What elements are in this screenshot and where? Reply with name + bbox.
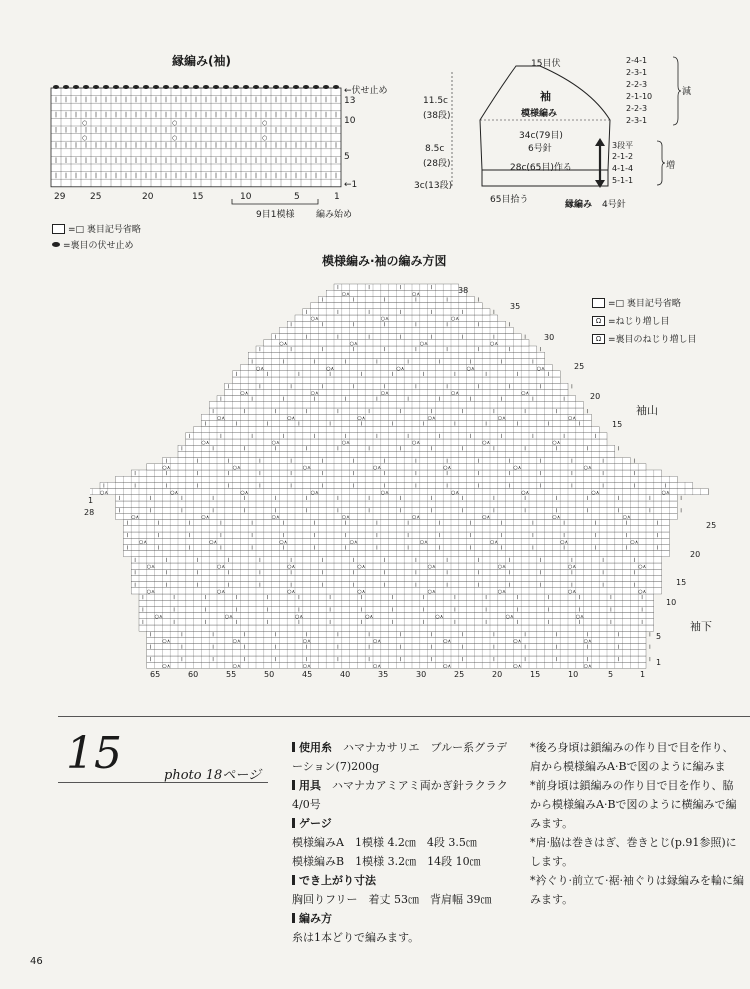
svg-text:○⋏: ○⋏ [419, 539, 428, 546]
svg-text:○⋏: ○⋏ [310, 316, 319, 323]
svg-text:○⋏: ○⋏ [536, 365, 545, 372]
main-stitch-60: 60 [188, 670, 199, 679]
dec-label: 減 [682, 87, 692, 97]
svg-text:○⋏: ○⋏ [568, 415, 577, 422]
main-stitch-40: 40 [340, 670, 351, 679]
edge-chart-title: 縁編み(袖) [172, 54, 231, 68]
pattern-number-underline [58, 782, 268, 783]
main-stitch-20: 20 [492, 670, 503, 679]
edge-stitch-15: 15 [192, 192, 204, 202]
svg-text:○⋏: ○⋏ [365, 613, 374, 620]
note-2: *前身頃は鎖編みの作り目で目を作り、脇から模様編みA·Bで図のように横編みで編みます。 [530, 779, 737, 830]
main-row-25-right: 25 [706, 521, 717, 530]
svg-text:○⋏: ○⋏ [154, 613, 163, 620]
main-stitch-1: 1 [640, 670, 646, 679]
svg-text:○⋏: ○⋏ [552, 514, 561, 521]
svg-text:○⋏: ○⋏ [139, 539, 148, 546]
sleeve-rows-cap: (38段) [423, 111, 451, 121]
svg-text:○⋏: ○⋏ [583, 663, 592, 670]
sleeve-height-cap: 11.5c [423, 96, 448, 106]
svg-text:○: ○ [262, 134, 268, 142]
note-4: *衿ぐり·前立て·裾·袖ぐりは縁編みを輪に編みます。 [530, 874, 744, 906]
svg-text:○⋏: ○⋏ [287, 589, 296, 595]
svg-text:○⋏: ○⋏ [232, 638, 241, 645]
svg-text:○⋏: ○⋏ [373, 638, 382, 645]
gauge-b: 模様編みB 1模様 3.2㎝ 14段 10㎝ [292, 855, 481, 868]
main-row-1-right: 1 [656, 658, 662, 667]
svg-text:○: ○ [82, 134, 88, 142]
svg-text:○⋏: ○⋏ [279, 539, 288, 546]
svg-text:○⋏: ○⋏ [380, 489, 389, 496]
main-legend-item-1 [592, 296, 681, 309]
svg-text:○⋏: ○⋏ [310, 489, 319, 496]
main-stitch-35: 35 [378, 670, 389, 679]
svg-text:○⋏: ○⋏ [256, 365, 265, 372]
svg-text:○⋏: ○⋏ [100, 489, 109, 496]
svg-text:○⋏: ○⋏ [497, 564, 506, 571]
main-row-1-left: 1 [88, 496, 94, 505]
main-legend-item-3 [592, 332, 697, 345]
edge-row-13: 13 [344, 96, 356, 106]
main-row-35: 35 [510, 302, 521, 311]
edge-stitch-20: 20 [142, 192, 154, 202]
edge-legend-text-2: =裏目の伏せ止め [63, 241, 134, 251]
svg-text:○⋏: ○⋏ [287, 415, 296, 422]
notes [530, 738, 744, 909]
svg-text:○⋏: ○⋏ [412, 514, 421, 521]
sleeve-cuff-label: 縁編み [565, 200, 593, 210]
edge-bottom-arrow: ←1 [344, 180, 358, 190]
svg-text:○⋏: ○⋏ [217, 415, 226, 422]
svg-text:○⋏: ○⋏ [271, 440, 280, 447]
svg-text:○⋏: ○⋏ [162, 663, 171, 670]
sleeve-height-body: 8.5c [425, 144, 445, 154]
svg-text:○⋏: ○⋏ [638, 589, 647, 595]
svg-text:○⋏: ○⋏ [412, 291, 421, 298]
method-head: 編み方 [292, 909, 518, 928]
svg-text:○⋏: ○⋏ [490, 341, 499, 347]
sleeve-pick-up: 65目拾う [490, 195, 529, 205]
svg-text:○⋏: ○⋏ [217, 589, 226, 595]
svg-text:○⋏: ○⋏ [380, 390, 389, 397]
edge-stitch-10: 10 [240, 192, 252, 202]
main-stitch-10: 10 [568, 670, 579, 679]
svg-text:○⋏: ○⋏ [466, 365, 475, 372]
svg-text:○⋏: ○⋏ [427, 415, 436, 422]
main-row-10-right: 10 [666, 598, 677, 607]
inc-row-1: 3段平 [612, 141, 634, 150]
svg-text:○⋏: ○⋏ [638, 564, 647, 571]
svg-text:○⋏: ○⋏ [451, 489, 460, 496]
svg-text:○⋏: ○⋏ [146, 589, 155, 595]
main-row-20: 20 [590, 392, 601, 401]
yarn-text: ハマナカサリエ ブルー系グラデーション(7)200g [292, 741, 508, 773]
photo-reference: photo 18ページ [164, 768, 261, 783]
svg-text:○⋏: ○⋏ [373, 465, 382, 471]
edge-row-10: 10 [344, 116, 356, 126]
yarn-head: 使用糸 [292, 741, 332, 754]
purl-bind-off-icon [52, 242, 60, 247]
svg-text:○⋏: ○⋏ [232, 663, 241, 670]
main-stitch-25: 25 [454, 670, 465, 679]
sleeve-cap-label: 袖山 [636, 404, 658, 417]
gauge-a: 模様編みA 1模様 4.2㎝ 4段 3.5㎝ [292, 836, 477, 849]
edge-legend-item-1 [52, 222, 141, 235]
svg-text:○⋏: ○⋏ [482, 514, 491, 521]
svg-text:○⋏: ○⋏ [201, 514, 210, 521]
svg-text:○⋏: ○⋏ [341, 440, 350, 447]
svg-text:○⋏: ○⋏ [131, 514, 140, 521]
main-row-28: 28 [84, 508, 95, 517]
svg-text:○⋏: ○⋏ [357, 589, 366, 595]
svg-text:○⋏: ○⋏ [427, 589, 436, 595]
main-row-5-right: 5 [656, 632, 662, 641]
svg-text:○: ○ [82, 119, 88, 127]
edge-legend-item-2 [52, 238, 134, 251]
svg-text:○⋏: ○⋏ [302, 638, 311, 645]
main-row-38: 38 [458, 286, 469, 295]
svg-text:○⋏: ○⋏ [443, 663, 452, 670]
edge-repeat-label: 9目1模様 [256, 210, 295, 220]
dec-row-5: 2-2-3 [626, 104, 648, 113]
edge-stitch-29: 29 [54, 192, 66, 202]
svg-text:○⋏: ○⋏ [513, 465, 522, 471]
edge-row-5: 5 [344, 152, 350, 162]
edge-stitch-25: 25 [90, 192, 102, 202]
edge-stitch-1: 1 [334, 192, 340, 202]
svg-text:○⋏: ○⋏ [341, 291, 350, 298]
sleeve-width-main: 34c(79目) [519, 131, 563, 141]
main-stitch-50: 50 [264, 670, 275, 679]
svg-text:○⋏: ○⋏ [505, 613, 514, 620]
svg-text:○⋏: ○⋏ [279, 341, 288, 347]
svg-text:○⋏: ○⋏ [302, 465, 311, 471]
svg-text:○⋏: ○⋏ [302, 663, 311, 670]
main-row-20-right: 20 [690, 550, 701, 559]
svg-text:○⋏: ○⋏ [560, 539, 569, 546]
tools-text: ハマナカアミアミ両かぎ針ラクラク 4/0号 [292, 779, 508, 811]
svg-text:○⋏: ○⋏ [357, 415, 366, 422]
main-stitch-15: 15 [530, 670, 541, 679]
main-chart-title: 模様編み·袖の編み方図 [322, 254, 447, 268]
inc-bracket [656, 140, 666, 186]
svg-text:○⋏: ○⋏ [412, 440, 421, 447]
main-row-25: 25 [574, 362, 585, 371]
page-number: 46 [30, 956, 43, 967]
svg-text:○⋏: ○⋏ [341, 514, 350, 521]
pattern-number: 15 [66, 728, 122, 779]
svg-text:○⋏: ○⋏ [482, 440, 491, 447]
main-stitch-65: 65 [150, 670, 161, 679]
size-text: 胸回りフリー 着丈 53㎝ 背肩幅 39㎝ [292, 893, 492, 906]
blank-symbol-icon [52, 224, 65, 234]
main-stitch-45: 45 [302, 670, 313, 679]
purl-twisted-increase-icon: Ω [592, 334, 605, 344]
main-legend-text-2: =ねじり増し目 [608, 317, 670, 327]
svg-text:○⋏: ○⋏ [443, 465, 452, 471]
edge-chart-grid [50, 84, 342, 190]
edge-stitch-5: 5 [294, 192, 300, 202]
inc-label: 増 [666, 161, 676, 171]
svg-text:○⋏: ○⋏ [310, 390, 319, 397]
section-divider [58, 716, 750, 717]
svg-text:○⋏: ○⋏ [427, 564, 436, 571]
blank-symbol-icon [592, 298, 605, 308]
dec-row-2: 2-3-1 [626, 68, 648, 77]
main-legend-text-3: =裏目のねじり増し目 [608, 335, 697, 345]
inc-row-3: 4-1-4 [612, 164, 634, 173]
svg-text:○⋏: ○⋏ [443, 638, 452, 645]
svg-text:○⋏: ○⋏ [435, 613, 444, 620]
twisted-increase-icon: Ω [592, 316, 605, 326]
svg-text:○⋏: ○⋏ [497, 589, 506, 595]
main-row-15: 15 [612, 420, 623, 429]
svg-text:○⋏: ○⋏ [170, 489, 179, 496]
gauge-head: ゲージ [292, 814, 518, 833]
main-row-30: 30 [544, 333, 555, 342]
svg-text:○⋏: ○⋏ [575, 613, 584, 620]
edge-start-label: 編み始め [316, 210, 353, 220]
svg-text:○⋏: ○⋏ [583, 465, 592, 471]
dec-row-4: 2-1-10 [626, 92, 653, 101]
sleeve-under-label: 袖下 [690, 620, 712, 633]
svg-text:○⋏: ○⋏ [217, 564, 226, 571]
note-3: *肩·脇は巻きはぎ、巻きとじ(p.91参照)にします。 [530, 836, 737, 868]
note-1: *後ろ身頃は鎖編みの作り目で目を作り、肩から模様編みA·Bで図のように編みま [530, 741, 734, 773]
svg-text:○⋏: ○⋏ [521, 489, 530, 496]
svg-text:○⋏: ○⋏ [326, 365, 335, 372]
svg-text:○⋏: ○⋏ [591, 489, 600, 496]
main-stitch-55: 55 [226, 670, 237, 679]
svg-text:○⋏: ○⋏ [240, 390, 249, 397]
svg-text:○⋏: ○⋏ [287, 564, 296, 571]
svg-text:○⋏: ○⋏ [209, 539, 218, 546]
tools-head: 用具 [292, 779, 321, 792]
sleeve-width-cuff: 28c(65目)作る [510, 163, 572, 173]
main-row-15-right: 15 [676, 578, 687, 587]
dec-row-3: 2-2-3 [626, 80, 648, 89]
main-legend-text-1: =□ 裏目記号省略 [608, 299, 681, 309]
svg-text:○⋏: ○⋏ [201, 440, 210, 447]
svg-text:○⋏: ○⋏ [349, 341, 358, 347]
sleeve-name: 袖 [540, 90, 551, 103]
svg-text:○⋏: ○⋏ [513, 638, 522, 645]
svg-text:○⋏: ○⋏ [513, 663, 522, 670]
svg-text:○⋏: ○⋏ [162, 638, 171, 645]
svg-text:○⋏: ○⋏ [661, 489, 670, 496]
svg-text:○⋏: ○⋏ [568, 564, 577, 571]
sleeve-cuff-needle: 4号針 [602, 200, 626, 210]
svg-text:○⋏: ○⋏ [162, 465, 171, 471]
svg-text:○⋏: ○⋏ [224, 613, 233, 620]
main-legend-item-2 [592, 314, 670, 327]
sleeve-needle-main: 6号針 [528, 144, 552, 154]
svg-text:○⋏: ○⋏ [552, 440, 561, 447]
svg-text:○⋏: ○⋏ [521, 390, 530, 397]
dec-row-6: 2-3-1 [626, 116, 648, 125]
svg-text:○⋏: ○⋏ [396, 365, 405, 372]
svg-text:○⋏: ○⋏ [622, 514, 631, 521]
svg-text:○⋏: ○⋏ [295, 613, 304, 620]
sleeve-rows-body: (28段) [423, 159, 451, 169]
svg-text:○⋏: ○⋏ [583, 638, 592, 645]
svg-text:○⋏: ○⋏ [451, 390, 460, 397]
svg-text:○⋏: ○⋏ [146, 564, 155, 571]
sleeve-height-dimension [446, 72, 458, 188]
size-head: でき上がり寸法 [292, 871, 518, 890]
sleeve-top-label: 15目伏 [531, 59, 561, 69]
svg-text:○⋏: ○⋏ [380, 316, 389, 323]
svg-text:○⋏: ○⋏ [240, 489, 249, 496]
inc-row-4: 5-1-1 [612, 176, 634, 185]
svg-text:○⋏: ○⋏ [349, 539, 358, 546]
svg-text:○⋏: ○⋏ [373, 663, 382, 670]
svg-text:○: ○ [262, 119, 268, 127]
svg-text:○⋏: ○⋏ [357, 564, 366, 571]
dec-bracket [672, 56, 682, 126]
svg-text:○⋏: ○⋏ [490, 539, 499, 546]
svg-text:○⋏: ○⋏ [497, 415, 506, 422]
svg-text:○: ○ [172, 119, 178, 127]
sleeve-pattern: 模様編み [521, 109, 558, 119]
main-stitch-5: 5 [608, 670, 614, 679]
svg-text:○⋏: ○⋏ [630, 539, 639, 546]
pattern-info [292, 738, 518, 947]
edge-bind-off-label: ←伏せ止め [344, 86, 388, 96]
edge-legend-text-1: =□ 裏目記号省略 [68, 225, 141, 235]
svg-text:○⋏: ○⋏ [568, 589, 577, 595]
svg-text:○⋏: ○⋏ [232, 465, 241, 471]
main-stitch-30: 30 [416, 670, 427, 679]
sleeve-height-cuff: 3c(13段) [414, 181, 453, 191]
inc-row-2: 2-1-2 [612, 152, 634, 161]
svg-text:○⋏: ○⋏ [271, 514, 280, 521]
svg-text:○: ○ [172, 134, 178, 142]
dec-row-1: 2-4-1 [626, 56, 648, 65]
svg-text:○⋏: ○⋏ [451, 316, 460, 323]
method-text: 糸は1本どりで編みます。 [292, 931, 420, 944]
svg-text:○⋏: ○⋏ [419, 341, 428, 347]
